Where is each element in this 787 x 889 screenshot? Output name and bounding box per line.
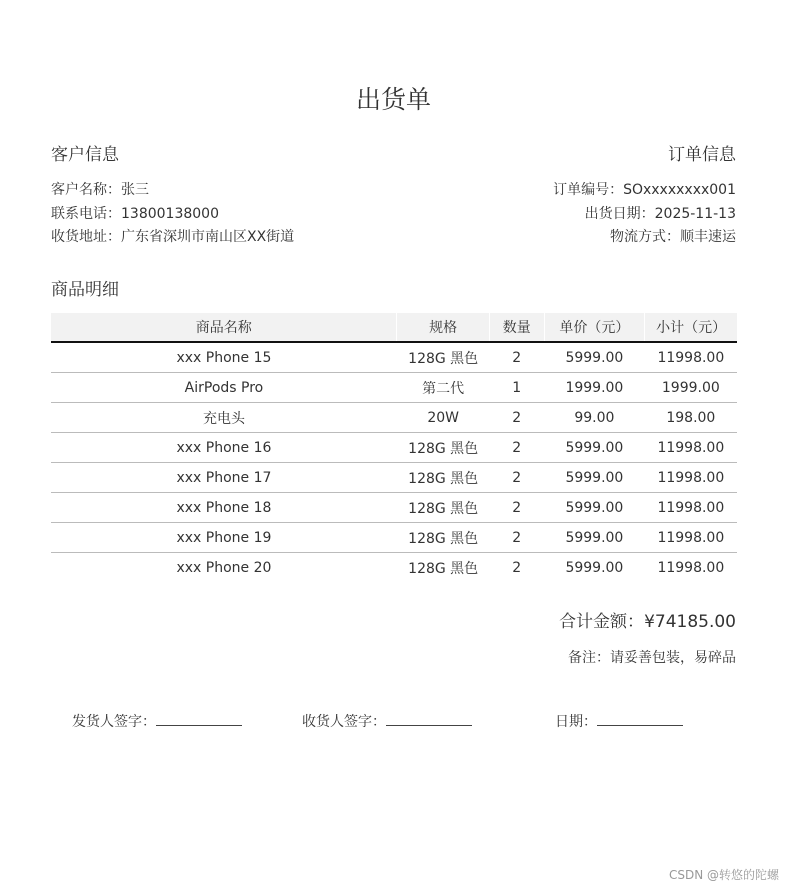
logistics-value: 顺丰速运 [680,229,736,245]
order-number-label: 订单编号： [553,182,624,198]
order-info [553,143,736,250]
order-number-value: SOxxxxxxxx001 [623,182,736,198]
table-row [51,463,737,493]
item-price: 5999.00 [544,342,645,373]
ship-date-value: 2025-11-13 [654,205,736,222]
item-spec: 128G 黑色 [408,560,479,577]
customer-info-heading: 客户信息 [51,145,119,165]
item-name: xxx Phone 20 [176,559,272,576]
date-signature-line [597,711,683,726]
item-name: AirPods Pro [51,373,397,403]
items-table-header-row [51,313,737,342]
item-subtotal: 11998.00 [645,342,737,373]
customer-address-line [51,226,294,250]
customer-phone-line [51,203,294,227]
item-spec: 20W [397,403,490,433]
receiver-signature-label: 收货人签字： [302,714,386,730]
logistics-line [553,226,736,250]
item-subtotal: 11998.00 [645,433,737,463]
item-spec: 128G 黑色 [397,493,490,523]
table-row [51,342,737,373]
item-name: xxx Phone 18 [51,493,397,523]
table-row [51,403,737,433]
item-name: xxx Phone 19 [51,523,397,553]
table-row [51,433,737,463]
table-row [51,523,737,553]
customer-name-value: 张三 [121,182,149,198]
item-qty: 1 [489,373,544,403]
item-spec: 128G 黑色 [397,342,490,373]
ship-date-label: 出货日期： [584,205,655,222]
item-subtotal: 11998.00 [657,559,725,576]
order-number-line [553,179,736,203]
item-subtotal: 1999.00 [645,373,737,403]
col-header-name: 商品名称 [51,313,397,342]
customer-phone-label: 联系电话： [51,205,121,222]
item-name: xxx Phone 17 [51,463,397,493]
item-price: 99.00 [544,403,645,433]
item-name: xxx Phone 16 [51,433,397,463]
ship-date-line [553,203,736,227]
total-value: ¥74185.00 [644,612,736,632]
date-signature-label: 日期： [555,714,597,730]
document-title: 出货单 [355,85,431,114]
item-qty: 2 [512,559,522,576]
table-row [51,553,737,583]
col-header-spec: 规格 [397,313,490,342]
item-qty: 2 [489,403,544,433]
customer-phone-value: 13800138000 [121,205,219,222]
item-subtotal: 11998.00 [645,523,737,553]
item-qty: 2 [489,342,544,373]
date-signature [555,711,683,732]
item-price: 5999.00 [544,433,645,463]
remark-label: 备注： [568,650,610,666]
item-qty: 2 [489,523,544,553]
receiver-signature-line [386,711,472,726]
customer-name-line [51,179,294,203]
item-price: 1999.00 [544,373,645,403]
col-header-price: 单价（元） [544,313,645,342]
receiver-signature [302,711,472,732]
col-header-subtotal: 小计（元） [645,313,737,342]
item-price: 5999.00 [565,559,624,576]
item-spec: 第二代 [397,373,490,403]
shipper-signature-line [156,711,242,726]
item-spec: 128G 黑色 [397,463,490,493]
item-qty: 2 [489,463,544,493]
item-spec: 128G 黑色 [397,433,490,463]
item-qty: 2 [489,493,544,523]
shipper-signature [72,711,242,732]
customer-name-label: 客户名称： [51,182,121,198]
total-amount [559,610,736,634]
shipper-signature-label: 发货人签字： [72,714,156,730]
item-qty: 2 [489,433,544,463]
item-price: 5999.00 [544,523,645,553]
order-info-heading: 订单信息 [668,145,736,165]
item-name: xxx Phone 15 [51,342,397,373]
items-heading: 商品明细 [51,280,119,300]
customer-address-label: 收货地址： [51,229,121,245]
total-label: 合计金额： [559,612,645,632]
item-price: 5999.00 [544,493,645,523]
table-row [51,373,737,403]
customer-address-value: 广东省深圳市南山区XX街道 [121,229,295,245]
items-table [51,313,737,582]
remark-value: 请妥善包装，易碎品 [610,650,736,666]
logistics-label: 物流方式： [610,229,680,245]
item-spec: 128G 黑色 [397,523,490,553]
item-subtotal: 11998.00 [645,493,737,523]
watermark: CSDN @转悠的陀螺 [668,868,779,882]
table-row [51,493,737,523]
item-subtotal: 11998.00 [645,463,737,493]
item-subtotal: 198.00 [645,403,737,433]
customer-info [51,143,294,250]
item-price: 5999.00 [544,463,645,493]
item-name: 充电头 [51,403,397,433]
col-header-qty: 数量 [489,313,544,342]
remark [568,648,736,668]
